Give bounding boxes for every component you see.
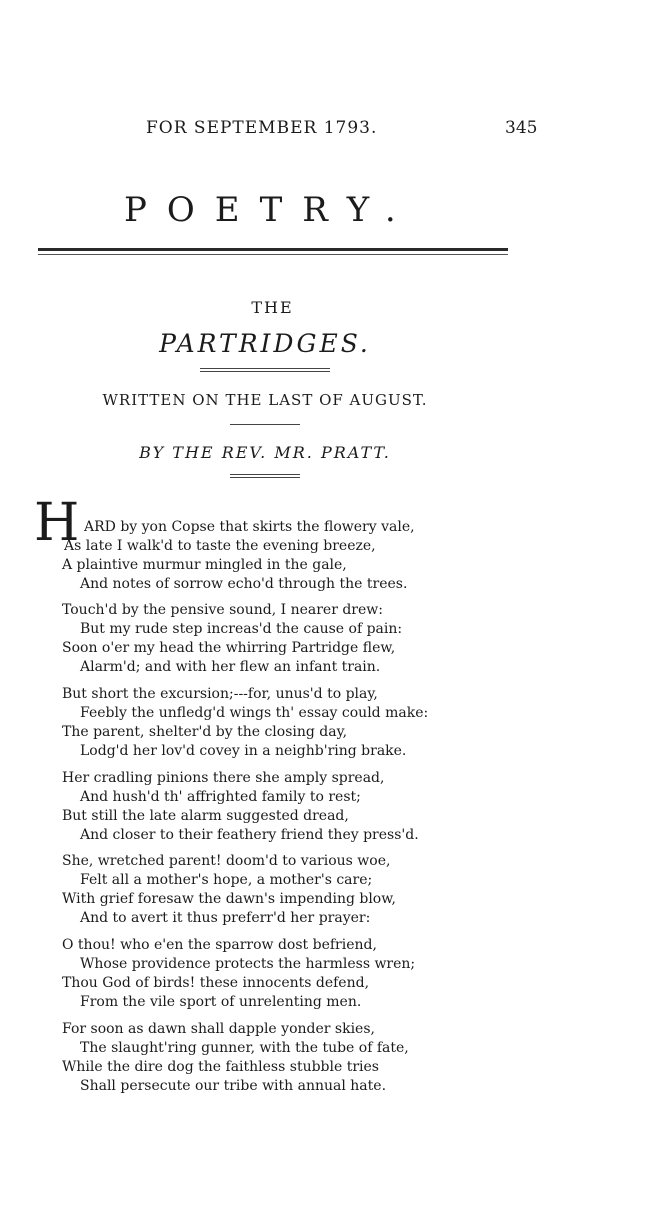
poem-line: But still the late alarm suggested dread, <box>62 808 349 824</box>
section-title: POETRY. <box>124 190 416 230</box>
poem-line: Whose providence protects the harmless wren; <box>80 956 416 972</box>
poem-line: O thou! who e'en the sparrow dost befriend, <box>62 937 377 953</box>
poem-line: But my rude step increas'd the cause of pain: <box>80 621 403 637</box>
poem-line: But short the excursion;---for, unus'd to play, <box>62 686 378 702</box>
poem-line: While the dire dog the faithless stubble tries <box>62 1059 379 1075</box>
running-title: FOR SEPTEMBER 1793. <box>146 118 378 138</box>
poem-line: Soon o'er my head the whirring Partridge flew, <box>62 640 396 656</box>
poem-line: Felt all a mother's hope, a mother's care; <box>80 872 373 888</box>
poem-title-prefix: THE <box>251 298 294 317</box>
poem-line: As late I walk'd to taste the evening breeze, <box>64 538 376 554</box>
poem-line: And notes of sorrow echo'd through the trees. <box>80 576 408 592</box>
poem-line: Her cradling pinions there she amply spread, <box>62 770 385 786</box>
poem-line: Lodg'd her lov'd covey in a neighb'ring brake. <box>80 743 407 759</box>
poem-line: A plaintive murmur mingled in the gale, <box>62 557 347 573</box>
page-number: 345 <box>505 118 538 138</box>
poem-line: And closer to their feathery friend they press'd. <box>80 827 419 843</box>
drop-cap: H <box>34 493 80 553</box>
poem-line: Alarm'd; and with her flew an infant train. <box>80 659 381 675</box>
poem-line: The slaught'ring gunner, with the tube of fate, <box>80 1040 409 1056</box>
poem-line: From the vile sport of unrelenting men. <box>80 994 362 1010</box>
poem-line: Feebly the unfledg'd wings th' essay could make: <box>80 705 429 721</box>
poem-line: Touch'd by the pensive sound, I nearer drew: <box>62 602 383 618</box>
poem-line: She, wretched parent! doom'd to various woe, <box>62 853 391 869</box>
poem-line: Shall persecute our tribe with annual hate. <box>80 1078 387 1094</box>
poem-title: PARTRIDGES. <box>159 329 371 358</box>
poem-line: With grief foresaw the dawn's impending blow, <box>62 891 397 907</box>
poem-line: ARD by yon Copse that skirts the flowery vale, <box>84 519 415 535</box>
poem-line: The parent, shelter'd by the closing day, <box>62 724 348 740</box>
poem-line: And hush'd th' affrighted family to rest; <box>80 789 361 805</box>
poem-line: Thou God of birds! these innocents defend, <box>62 975 370 991</box>
poem-line: For soon as dawn shall dapple yonder skies, <box>62 1021 375 1037</box>
poem-byline: BY THE REV. MR. PRATT. <box>139 443 391 462</box>
poem-subtitle: WRITTEN ON THE LAST OF AUGUST. <box>102 391 428 409</box>
poem-line: And to avert it thus preferr'd her prayer: <box>80 910 371 926</box>
